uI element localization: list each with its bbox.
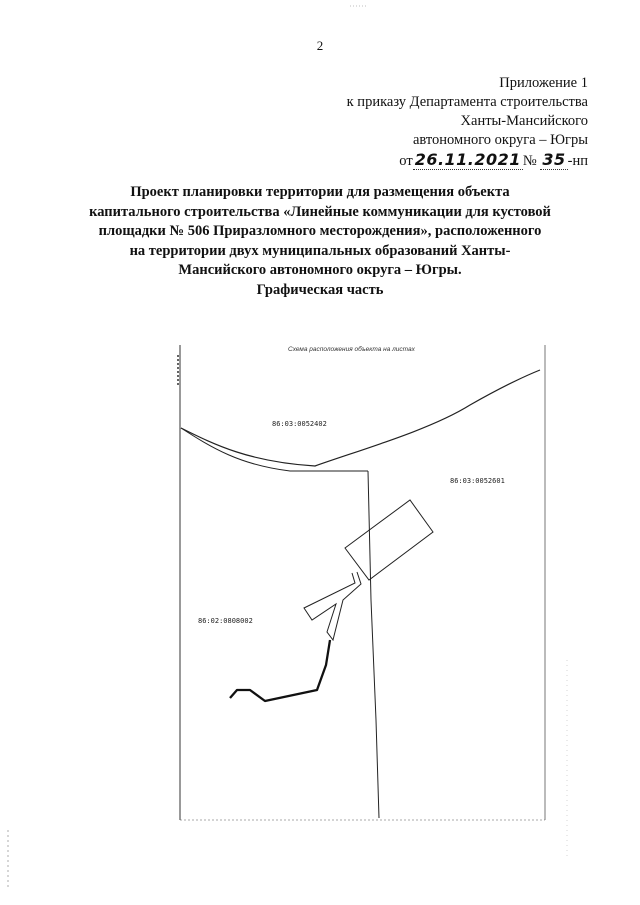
appendix-line: Ханты-Мансийского [460, 113, 588, 129]
from-prefix: от [399, 153, 413, 169]
order-number: 35 [542, 150, 566, 169]
number-sign: № [522, 153, 537, 169]
title-line: Проект планировки территории для размещения объекта [130, 184, 510, 200]
appendix-line: Приложение 1 [499, 75, 588, 91]
parcel-boundary-north [181, 428, 368, 471]
appendix-line: автономного округа – Югры [412, 132, 588, 148]
title-line: Мансийского автономного округа – Югры. [178, 262, 462, 278]
river-boundary [181, 370, 540, 466]
parcel-label: 86:03:0052601 [450, 477, 505, 485]
access-road [304, 572, 361, 640]
title-line: на территории двух муниципальных образований Ханты- [129, 242, 511, 259]
scheme-caption: Схема расположения объекта на листах [288, 346, 415, 353]
title-line: площадки № 506 Приразломного месторождения», расположенного [98, 223, 542, 239]
parcel-boundary-vertical [368, 471, 379, 818]
title-line: Графическая часть [256, 281, 384, 298]
well-pad [345, 500, 433, 580]
parcel-label: 86:03:0052402 [272, 420, 327, 428]
order-date: 26.11.2021 [414, 150, 521, 169]
appendix-line: к приказу Департамента строительства [346, 94, 588, 110]
parcel-label: 86:02:0808002 [198, 617, 253, 625]
page-number: 2 [316, 38, 324, 53]
number-suffix: -нп [567, 153, 588, 169]
title-line: капитального строительства «Линейные коммуникации для кустовой [89, 203, 551, 220]
utility-line-route [230, 640, 330, 701]
